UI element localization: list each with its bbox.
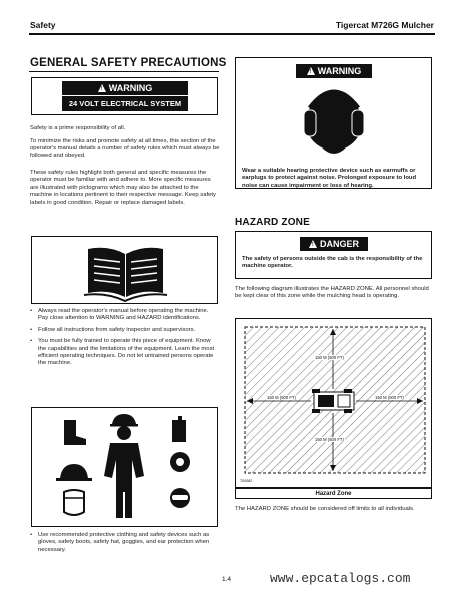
hazard-paragraph: The following diagram illustrates the HAZARD ZONE. All personnel should be kept clear of this zone while the mulching head is operating. [235, 286, 429, 300]
ppe-pictogram-box [31, 407, 218, 527]
warning-triangle-icon: ! [98, 84, 106, 92]
paragraph-rules: These safety rules highlight both general and specific measures the operator must be familiar with and adhere to. More specific measures are illustrated with pictograms which may also be attached to the machine in locations pertinent to their respective message. Keep safety labels in good condition. Repair or replace damaged labels. [30, 170, 216, 206]
hazard-zone-figure [236, 319, 432, 488]
warning-badge: ! WARNING [62, 81, 188, 95]
distance-label-top: 150 M (500 FT) [315, 355, 344, 360]
figure-id: T00082 [240, 479, 253, 483]
page-number: 1.4 [222, 576, 232, 583]
warning-box [31, 77, 218, 115]
danger-badge: ! DANGER [300, 237, 368, 251]
hazard-zone-title: HAZARD ZONE [235, 217, 310, 228]
worker-figure-icon [104, 414, 144, 518]
hearing-warning-text: Wear a suitable hearing protective device such as earmuffs or earplugs to protect against noise. Prolonged exposure to loud noise can cause impairment or loss of hearing. [242, 168, 417, 189]
watermark: www.epcatalogs.com [270, 571, 411, 586]
warning-triangle-icon: ! [307, 67, 315, 75]
header-product: Tigercat M726G Mulcher [335, 20, 434, 30]
distance-label-bottom: 150 M (500 FT) [315, 437, 344, 442]
paragraph-minimize: To minimize the risks and promote safety at all times, this section of the operator's manual details a number of safety rules which must always be followed and obeyed. [30, 138, 220, 159]
face-shield-icon [64, 490, 84, 515]
safety-boot-icon [64, 420, 86, 445]
hard-hat-icon [56, 464, 92, 481]
bullet-trained: • You must be fully trained to operate this piece of equipment. Know the capabilities and the limitations of the equipment. Learn the most efficient operating techniques. Do not let untrained persons operate the machine. [30, 338, 220, 368]
glove-icon [172, 416, 186, 442]
distance-label-right: 150 M (500 FT) [375, 395, 404, 400]
diagram-caption-box [235, 488, 432, 499]
ppe-bullets [30, 532, 220, 558]
hearing-warning-box [235, 57, 432, 189]
open-book-icon [32, 237, 219, 305]
mulcher-machine-icon [312, 389, 354, 413]
danger-text: The safety of persons outside the cab is the responsibility of the machine operator. [242, 256, 423, 270]
warning-badge-hearing: ! WARNING [296, 64, 372, 78]
danger-triangle-icon: ! [309, 240, 317, 248]
hazard-zone-diagram [235, 318, 432, 488]
title-underline [29, 71, 219, 72]
bullet-read-manual: • Always read the operator's manual before operating the machine. Pay close attention to WARNING and HAZARD identifications. [30, 308, 220, 323]
section-title: GENERAL SAFETY PRECAUTIONS [30, 57, 227, 69]
hazard-off-limits-text: The HAZARD ZONE should be considered off limits to all individuals. [235, 506, 415, 512]
warning-subtitle: 24 VOLT ELECTRICAL SYSTEM [62, 96, 188, 111]
distance-label-left: 150 M (500 FT) [267, 395, 296, 400]
header-rule [29, 33, 435, 35]
safety-bullets [30, 308, 220, 372]
header-section: Safety [30, 20, 56, 30]
manual-pictogram-box [31, 236, 218, 304]
protective-equipment-icon [32, 408, 219, 528]
paragraph-responsibility: Safety is a prime responsibility of all. [30, 125, 126, 131]
hearing-protection-icon [296, 82, 372, 164]
bullet-protective-clothing: • Use recommended protective clothing and safety devices such as gloves, safety boots, safety hat, goggles, and ear protection when necessary. [30, 532, 220, 554]
bullet-follow-instructions: • Follow all instructions from safety inspector and supervisors. [30, 327, 220, 334]
diagram-caption: Hazard Zone [315, 490, 352, 497]
danger-box [235, 231, 432, 279]
